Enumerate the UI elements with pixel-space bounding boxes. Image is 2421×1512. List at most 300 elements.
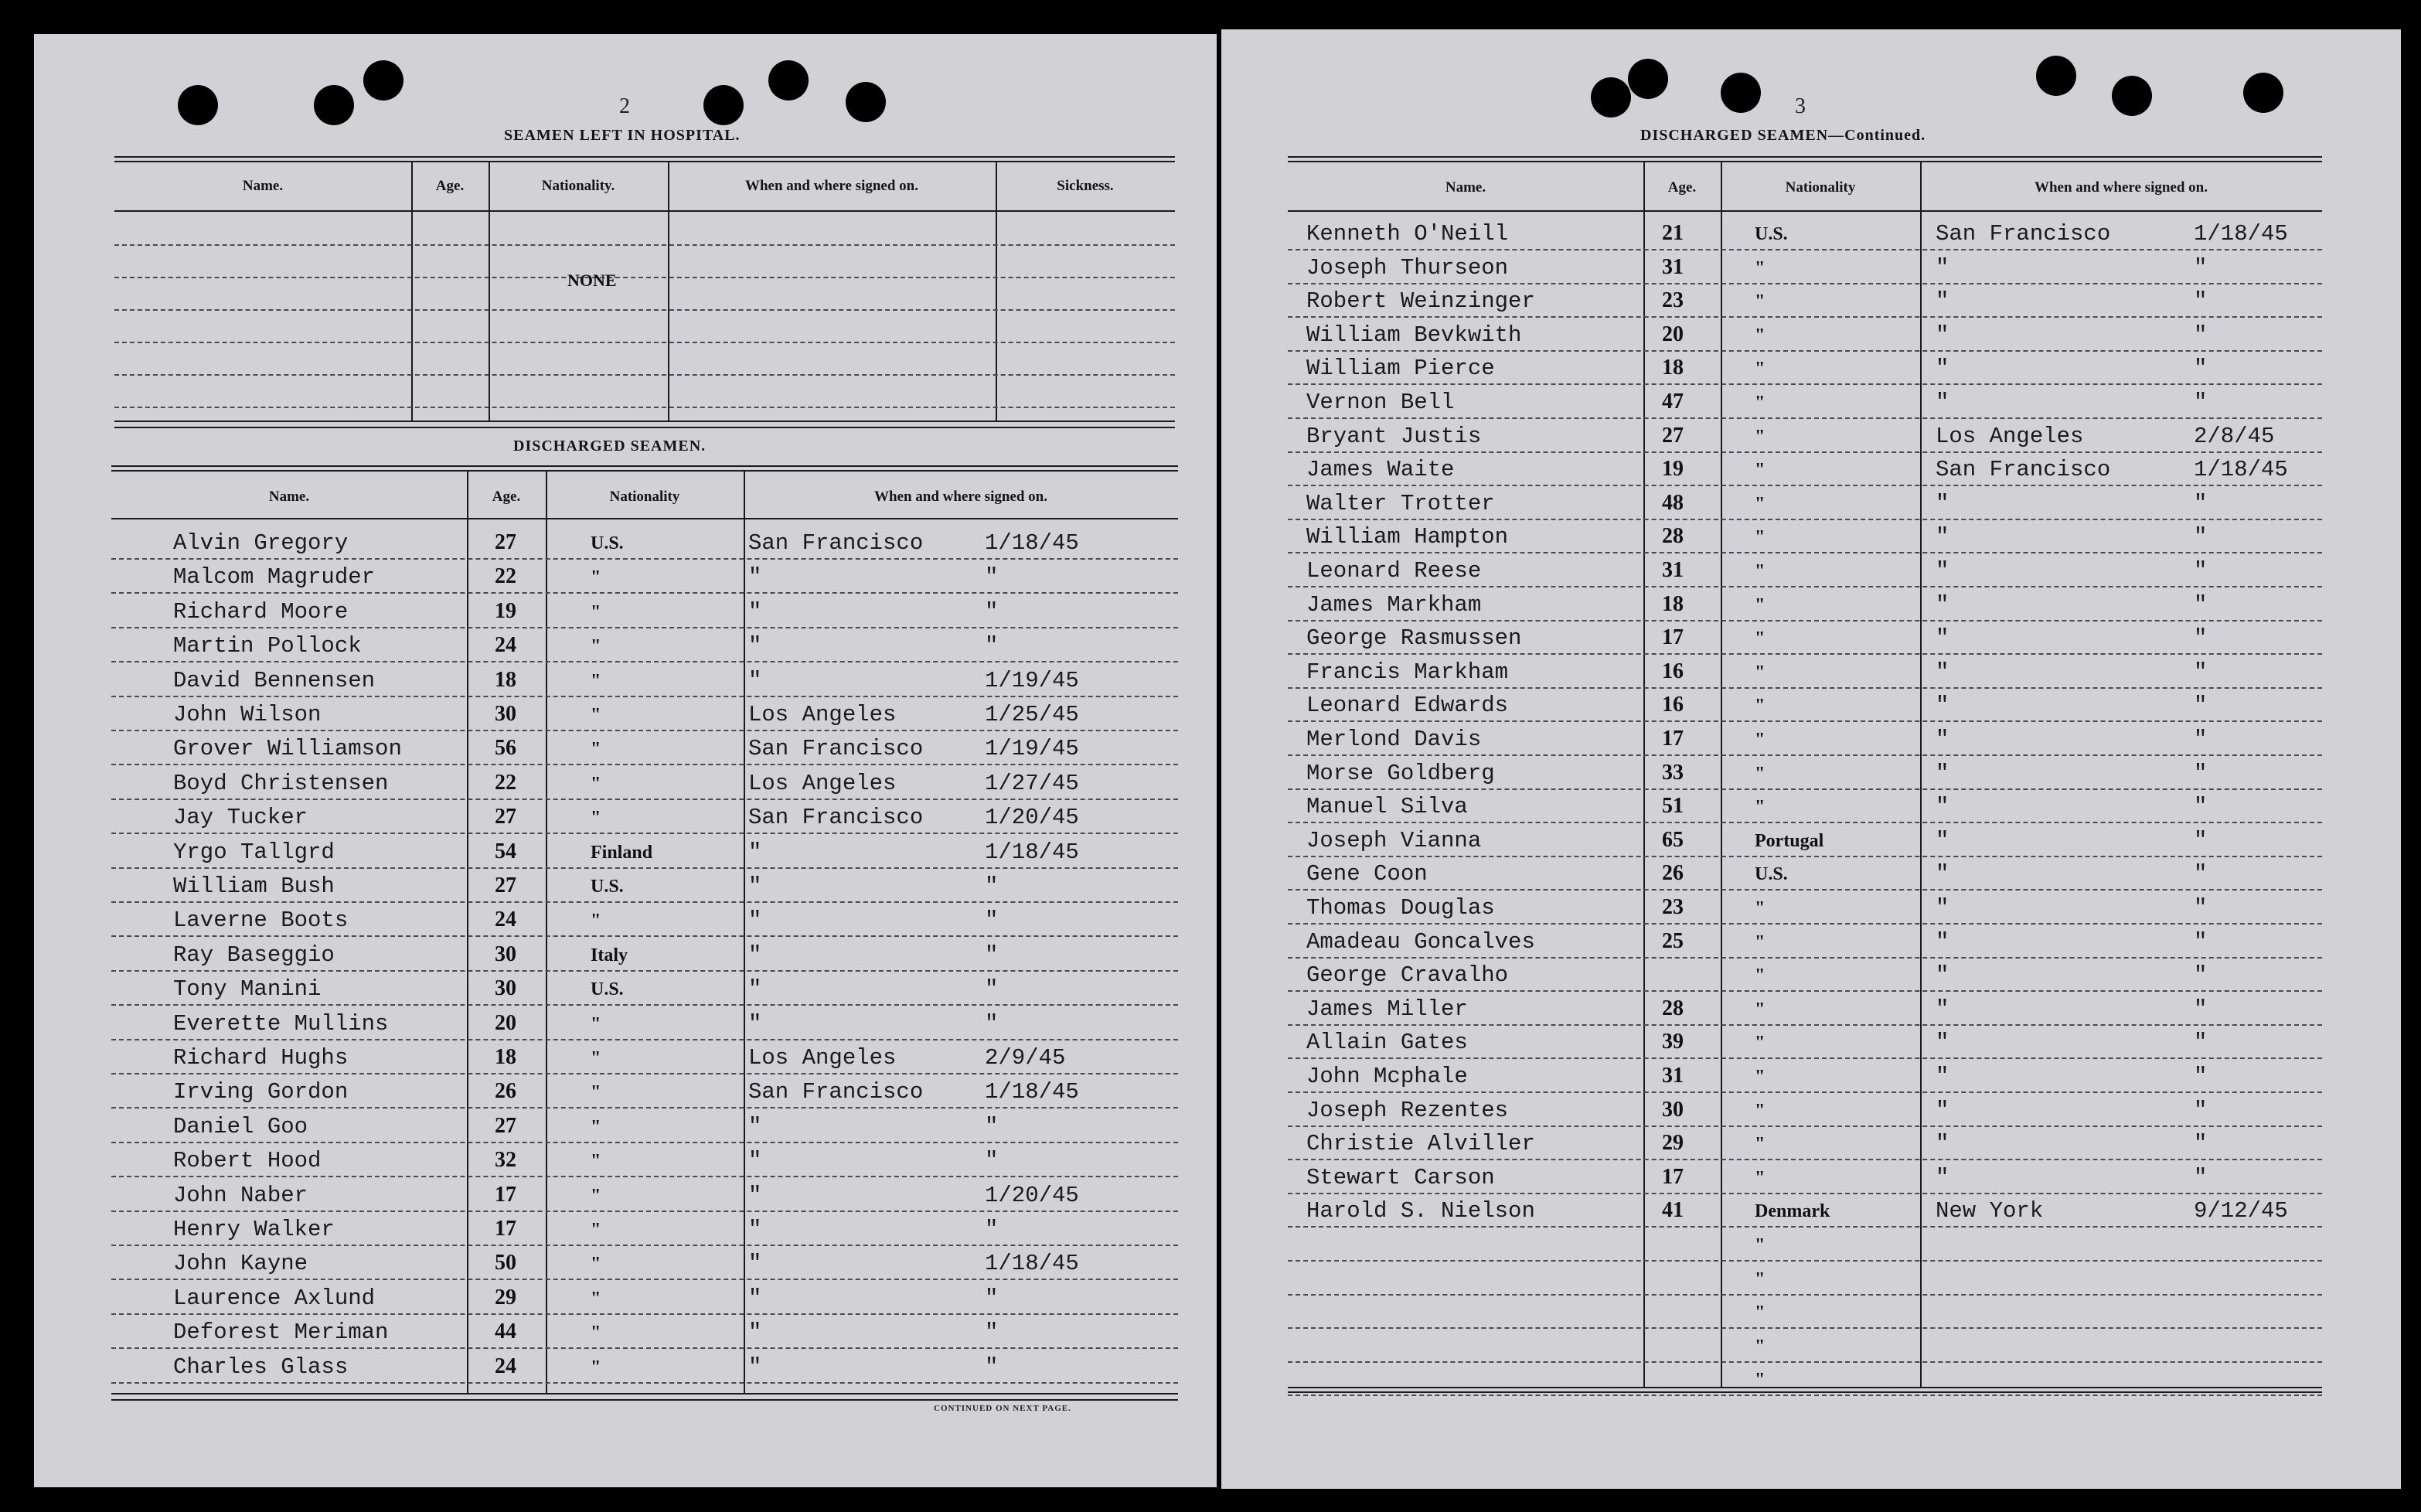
seaman-nationality: " xyxy=(1755,965,1766,986)
seaman-nationality: Denmark xyxy=(1755,1201,1830,1222)
seaman-age: 50 xyxy=(495,1251,516,1275)
seaman-nationality: " xyxy=(1755,1167,1766,1188)
signed-on-place: " xyxy=(748,873,762,899)
seaman-age: 32 xyxy=(495,1148,516,1173)
header-nationality: Nationality. xyxy=(541,178,615,194)
seaman-nationality: " xyxy=(1755,561,1766,581)
punch-hole xyxy=(768,60,809,100)
seaman-name: Manuel Silva xyxy=(1306,794,1468,820)
seaman-nationality: " xyxy=(1755,493,1766,514)
signed-on-date: 1/27/45 xyxy=(985,770,1079,796)
row-line xyxy=(111,1142,1178,1143)
signed-on-place: New York xyxy=(1936,1198,2044,1224)
rule xyxy=(1288,156,2322,158)
row-line xyxy=(114,244,1175,246)
seaman-nationality: " xyxy=(591,808,601,829)
seaman-nationality: " xyxy=(1755,257,1766,278)
seaman-age: 39 xyxy=(1662,1030,1684,1054)
signed-on-place: " xyxy=(1936,558,1949,584)
signed-on-date: " xyxy=(985,1010,999,1037)
signed-on-place: " xyxy=(1936,591,1949,618)
right-page xyxy=(1221,29,2401,1489)
signed-on-date: 1/20/45 xyxy=(985,1182,1079,1208)
signed-on-date: 1/18/45 xyxy=(985,530,1079,556)
seaman-nationality: U.S. xyxy=(1755,864,1788,885)
signed-on-date: " xyxy=(2194,1030,2208,1056)
column-divider xyxy=(1643,162,1645,1387)
seaman-nationality: " xyxy=(591,567,601,588)
row-line xyxy=(111,627,1178,628)
punch-hole xyxy=(2036,56,2076,96)
seaman-name: Christie Alviller xyxy=(1306,1131,1535,1157)
row-line xyxy=(114,277,1175,278)
seaman-nationality: " xyxy=(1755,696,1766,717)
seaman-age: 41 xyxy=(1662,1198,1684,1223)
row-line xyxy=(111,935,1178,937)
signed-on-date: " xyxy=(2194,356,2208,382)
seaman-nationality: " xyxy=(1755,898,1766,918)
signed-on-date: " xyxy=(985,564,999,591)
signed-on-place: Los Angeles xyxy=(748,1045,897,1071)
rule xyxy=(1288,210,2322,212)
header-name: Name. xyxy=(242,178,284,194)
seaman-name: Robert Hood xyxy=(173,1148,322,1174)
seaman-name: Jay Tucker xyxy=(173,805,308,831)
signed-on-place: " xyxy=(1936,390,1949,415)
header-signed-on: When and where signed on. xyxy=(2034,179,2208,196)
seaman-nationality: " xyxy=(591,670,601,691)
seaman-nationality: " xyxy=(1755,1303,1766,1323)
seaman-age: 23 xyxy=(1662,288,1684,313)
seaman-nationality: " xyxy=(1755,460,1766,481)
seaman-age: 16 xyxy=(1662,693,1684,717)
rule xyxy=(1288,1387,2322,1388)
left-page xyxy=(34,34,1217,1487)
seaman-age: 24 xyxy=(495,1354,516,1378)
seaman-name: Ray Baseggio xyxy=(173,942,335,968)
seaman-name: George Cravalho xyxy=(1306,962,1509,989)
signed-on-date: 1/18/45 xyxy=(2194,457,2288,483)
signed-on-date: " xyxy=(985,908,999,934)
seaman-age: 27 xyxy=(495,873,516,897)
row-line xyxy=(111,1382,1178,1384)
signed-on-place: " xyxy=(1936,288,1949,315)
seaman-name: Laurence Axlund xyxy=(173,1285,376,1311)
header-nationality: Nationality xyxy=(1785,179,1856,196)
seaman-nationality: " xyxy=(1755,1033,1766,1054)
row-line xyxy=(1288,316,2322,318)
column-divider xyxy=(411,162,413,421)
seaman-age: 22 xyxy=(495,770,516,795)
seaman-name: Harold S. Nielson xyxy=(1306,1198,1535,1224)
row-line xyxy=(1288,1024,2322,1026)
signed-on-date: " xyxy=(2194,962,2208,989)
seaman-nationality: " xyxy=(1755,594,1766,615)
seaman-name: Leonard Edwards xyxy=(1306,693,1509,719)
header-name: Name. xyxy=(268,489,310,505)
seaman-age: 54 xyxy=(495,839,516,863)
signed-on-date: 2/9/45 xyxy=(985,1045,1066,1071)
seaman-nationality: " xyxy=(1755,763,1766,784)
signed-on-place: " xyxy=(748,1320,762,1346)
seaman-age: 17 xyxy=(495,1182,516,1207)
seaman-name: Amadeau Goncalves xyxy=(1306,928,1535,955)
signed-on-place: " xyxy=(748,1251,762,1277)
row-line xyxy=(114,309,1175,311)
seaman-nationality: U.S. xyxy=(591,979,624,1000)
seaman-nationality: " xyxy=(591,1220,601,1240)
seaman-name: Joseph Rezentes xyxy=(1306,1097,1509,1123)
signed-on-date: " xyxy=(2194,996,2208,1022)
seaman-nationality: " xyxy=(1755,1370,1766,1391)
punch-hole xyxy=(2112,76,2152,116)
seaman-nationality: " xyxy=(1755,730,1766,750)
signed-on-date: " xyxy=(985,1217,999,1242)
seaman-age: 31 xyxy=(1662,558,1684,582)
seaman-nationality: " xyxy=(1755,527,1766,548)
row-line xyxy=(1288,586,2322,587)
signed-on-place: " xyxy=(1936,1030,1949,1056)
page-number: 2 xyxy=(619,94,630,118)
seaman-name: Deforest Meriman xyxy=(173,1320,389,1346)
seaman-name: Malcom Magruder xyxy=(173,564,376,591)
rule xyxy=(114,210,1175,212)
seaman-age: 17 xyxy=(1662,1164,1684,1189)
signed-on-date: " xyxy=(985,1113,999,1139)
seaman-name: Daniel Goo xyxy=(173,1113,308,1139)
signed-on-place: San Francisco xyxy=(1936,221,2111,247)
signed-on-date: 1/20/45 xyxy=(985,805,1079,831)
signed-on-date: " xyxy=(985,1285,999,1311)
row-line xyxy=(1288,283,2322,284)
seaman-nationality: Italy xyxy=(591,945,628,965)
row-line xyxy=(1288,1294,2322,1296)
seaman-name: Leonard Reese xyxy=(1306,558,1482,584)
row-line xyxy=(1288,1226,2322,1228)
signed-on-place: " xyxy=(748,1285,762,1311)
seaman-name: John Kayne xyxy=(173,1251,308,1277)
seaman-age: 48 xyxy=(1662,490,1684,515)
signed-on-place: " xyxy=(748,633,762,659)
signed-on-date: " xyxy=(2194,827,2208,853)
seaman-nationality: " xyxy=(591,1048,601,1068)
seaman-age: 25 xyxy=(1662,928,1684,953)
signed-on-date: " xyxy=(2194,390,2208,415)
column-divider xyxy=(1721,162,1722,1387)
seaman-age: 27 xyxy=(495,805,516,829)
seaman-age: 29 xyxy=(1662,1131,1684,1156)
signed-on-date: " xyxy=(2194,760,2208,786)
header-age: Age. xyxy=(492,489,521,505)
row-line xyxy=(1288,653,2322,655)
signed-on-date: " xyxy=(2194,322,2208,348)
signed-on-place: " xyxy=(1936,727,1949,752)
signed-on-place: Los Angeles xyxy=(748,770,897,796)
row-line xyxy=(1288,1327,2322,1329)
signed-on-place: " xyxy=(1936,254,1949,281)
row-line xyxy=(111,1313,1178,1315)
signed-on-date: 1/18/45 xyxy=(985,1251,1079,1277)
row-line xyxy=(111,1211,1178,1212)
row-line xyxy=(1288,822,2322,823)
seaman-name: John Wilson xyxy=(173,702,322,727)
seaman-nationality: " xyxy=(1755,1269,1766,1289)
row-line xyxy=(1288,957,2322,959)
seaman-name: Charles Glass xyxy=(173,1354,349,1380)
seaman-age: 27 xyxy=(1662,423,1684,448)
signed-on-date: " xyxy=(2194,693,2208,719)
column-divider xyxy=(467,472,468,1393)
seaman-nationality: " xyxy=(591,1151,601,1172)
seaman-name: Henry Walker xyxy=(173,1217,335,1242)
row-line xyxy=(1288,1193,2322,1194)
seaman-nationality: Finland xyxy=(591,842,653,863)
row-line xyxy=(111,1279,1178,1280)
punch-hole xyxy=(178,85,218,125)
seaman-age: 18 xyxy=(1662,356,1684,380)
seaman-nationality: " xyxy=(1755,931,1766,952)
seaman-nationality: " xyxy=(591,773,601,794)
seaman-name: Martin Pollock xyxy=(173,633,362,659)
seaman-name: Stewart Carson xyxy=(1306,1164,1495,1190)
seaman-name: Everette Mullins xyxy=(173,1010,389,1037)
signed-on-place: " xyxy=(748,564,762,591)
signed-on-place: " xyxy=(748,1354,762,1380)
signed-on-place: " xyxy=(1936,524,1949,550)
seaman-age: 65 xyxy=(1662,827,1684,852)
seaman-nationality: " xyxy=(591,739,601,760)
seaman-name: Francis Markham xyxy=(1306,659,1509,685)
signed-on-date: 9/12/45 xyxy=(2194,1198,2288,1224)
seaman-age: 47 xyxy=(1662,390,1684,414)
signed-on-date: " xyxy=(2194,591,2208,618)
punch-hole xyxy=(1591,77,1631,117)
column-divider xyxy=(744,472,745,1393)
signed-on-date: " xyxy=(2194,524,2208,550)
rule xyxy=(111,518,1178,519)
signed-on-date: " xyxy=(2194,928,2208,955)
seaman-nationality: " xyxy=(591,1254,601,1275)
seaman-name: Richard Moore xyxy=(173,598,349,625)
seaman-age: 23 xyxy=(1662,895,1684,919)
signed-on-date: " xyxy=(985,942,999,968)
row-line xyxy=(111,833,1178,834)
seaman-age: 27 xyxy=(495,530,516,554)
seaman-nationality: U.S. xyxy=(1755,224,1788,244)
seaman-age: 56 xyxy=(495,736,516,761)
row-line xyxy=(111,1073,1178,1074)
seaman-name: Laverne Boots xyxy=(173,908,349,934)
hospital-none-entry: NONE xyxy=(567,271,617,290)
signed-on-place: " xyxy=(748,1182,762,1208)
row-line xyxy=(1288,1091,2322,1093)
signed-on-date: 1/18/45 xyxy=(2194,221,2288,247)
signed-on-place: " xyxy=(748,598,762,625)
seaman-age: 33 xyxy=(1662,760,1684,785)
rule xyxy=(111,465,1178,467)
row-line xyxy=(114,374,1175,376)
seaman-name: George Rasmussen xyxy=(1306,625,1522,652)
seaman-name: Morse Goldberg xyxy=(1306,760,1495,786)
signed-on-date: " xyxy=(2194,861,2208,887)
seaman-nationality: " xyxy=(591,1082,601,1103)
seaman-name: Bryant Justis xyxy=(1306,423,1482,449)
header-age: Age. xyxy=(1667,179,1697,196)
row-line xyxy=(111,799,1178,800)
column-divider xyxy=(546,472,547,1393)
seaman-nationality: " xyxy=(591,1288,601,1309)
seaman-name: Thomas Douglas xyxy=(1306,895,1495,921)
row-line xyxy=(1288,417,2322,419)
seaman-nationality: " xyxy=(1755,291,1766,312)
rule xyxy=(114,421,1175,422)
signed-on-date: 2/8/45 xyxy=(2194,423,2275,449)
seaman-nationality: Portugal xyxy=(1755,830,1824,851)
signed-on-place: " xyxy=(748,1113,762,1139)
seaman-name: Boyd Christensen xyxy=(173,770,389,796)
signed-on-place: " xyxy=(1936,827,1949,853)
header-name: Name. xyxy=(1445,179,1486,196)
signed-on-date: " xyxy=(985,1320,999,1346)
row-line xyxy=(1288,451,2322,453)
signed-on-place: " xyxy=(748,667,762,693)
row-line xyxy=(1288,754,2322,756)
rule xyxy=(111,1393,1178,1395)
signed-on-place: " xyxy=(1936,356,1949,382)
seaman-age: 26 xyxy=(1662,861,1684,886)
header-sickness: Sickness. xyxy=(1057,178,1114,194)
row-line xyxy=(1288,485,2322,486)
seaman-age: 19 xyxy=(1662,457,1684,482)
column-divider xyxy=(489,162,490,421)
signed-on-place: " xyxy=(1936,693,1949,719)
signed-on-date: " xyxy=(2194,727,2208,752)
seaman-nationality: U.S. xyxy=(591,533,624,553)
signed-on-place: " xyxy=(1936,625,1949,652)
seaman-nationality: " xyxy=(591,1185,601,1206)
seaman-name: Richard Hughs xyxy=(173,1045,349,1071)
seaman-age: 21 xyxy=(1662,221,1684,245)
signed-on-date: " xyxy=(985,873,999,899)
seaman-name: Irving Gordon xyxy=(173,1079,349,1105)
rule xyxy=(111,470,1178,472)
column-divider xyxy=(1920,162,1922,1387)
seaman-name: Allain Gates xyxy=(1306,1030,1468,1056)
row-line xyxy=(1288,350,2322,352)
row-line xyxy=(111,901,1178,903)
seaman-name: David Bennensen xyxy=(173,667,376,693)
seaman-age: 29 xyxy=(495,1285,516,1309)
seaman-age: 17 xyxy=(495,1217,516,1241)
row-line xyxy=(114,407,1175,408)
row-line xyxy=(1288,788,2322,790)
row-line xyxy=(1288,1125,2322,1127)
row-line xyxy=(111,696,1178,697)
seaman-nationality: " xyxy=(591,1357,601,1377)
seaman-age: 18 xyxy=(495,667,516,692)
header-signed-on: When and where signed on. xyxy=(744,178,918,194)
punch-hole xyxy=(846,82,886,122)
seaman-nationality: " xyxy=(591,636,601,657)
signed-on-date: " xyxy=(985,633,999,659)
rule xyxy=(111,1399,1178,1401)
seaman-name: Kenneth O'Neill xyxy=(1306,221,1509,247)
punch-hole xyxy=(1721,73,1761,113)
signed-on-place: " xyxy=(1936,794,1949,820)
seaman-age: 26 xyxy=(495,1079,516,1104)
column-divider xyxy=(996,162,997,421)
signed-on-place: Los Angeles xyxy=(1936,423,2084,449)
row-line xyxy=(111,661,1178,662)
seaman-nationality: " xyxy=(1755,999,1766,1020)
seaman-name: Walter Trotter xyxy=(1306,490,1495,516)
signed-on-date: " xyxy=(985,976,999,1003)
row-line xyxy=(1288,383,2322,385)
punch-hole xyxy=(1628,59,1668,99)
row-line xyxy=(1288,1361,2322,1363)
signed-on-date: " xyxy=(985,1354,999,1380)
seaman-age: 20 xyxy=(1662,322,1684,346)
row-line xyxy=(114,342,1175,343)
signed-on-date: " xyxy=(2194,625,2208,652)
seaman-name: William Bush xyxy=(173,873,335,899)
row-line xyxy=(1288,923,2322,925)
row-line xyxy=(1288,249,2322,250)
row-line xyxy=(111,867,1178,869)
signed-on-date: " xyxy=(2194,1064,2208,1089)
seaman-name: John Mcphale xyxy=(1306,1064,1468,1089)
signed-on-place: " xyxy=(748,976,762,1003)
signed-on-date: 1/18/45 xyxy=(985,1079,1079,1105)
row-line xyxy=(111,1039,1178,1040)
seaman-name: James Markham xyxy=(1306,591,1482,618)
signed-on-place: " xyxy=(748,1148,762,1174)
signed-on-place: " xyxy=(1936,928,1949,955)
seaman-name: Joseph Thurseon xyxy=(1306,254,1509,281)
row-line xyxy=(1288,1395,2322,1396)
seaman-name: Alvin Gregory xyxy=(173,530,349,556)
rule xyxy=(1288,161,2322,162)
row-line xyxy=(111,1004,1178,1006)
signed-on-place: " xyxy=(748,908,762,934)
seaman-age: 16 xyxy=(1662,659,1684,683)
seaman-age: 28 xyxy=(1662,996,1684,1020)
seaman-age: 24 xyxy=(495,908,516,932)
seaman-name: William Pierce xyxy=(1306,356,1495,382)
seaman-age: 30 xyxy=(495,976,516,1001)
page-number: 3 xyxy=(1795,94,1806,118)
row-line xyxy=(1288,620,2322,621)
signed-on-date: " xyxy=(2194,490,2208,516)
punch-hole xyxy=(703,85,744,125)
signed-on-place: " xyxy=(1936,861,1949,887)
seaman-nationality: " xyxy=(1755,1067,1766,1087)
row-line xyxy=(111,730,1178,731)
signed-on-place: " xyxy=(1936,962,1949,989)
seaman-name: Tony Manini xyxy=(173,976,322,1003)
signed-on-place: " xyxy=(1936,1164,1949,1190)
seaman-nationality: " xyxy=(1755,628,1766,649)
row-line xyxy=(1288,519,2322,520)
signed-on-place: San Francisco xyxy=(1936,457,2111,483)
signed-on-date: 1/19/45 xyxy=(985,736,1079,762)
seaman-age: 51 xyxy=(1662,794,1684,819)
row-line xyxy=(1288,889,2322,891)
signed-on-place: San Francisco xyxy=(748,805,924,831)
row-line xyxy=(111,1107,1178,1108)
seaman-age: 18 xyxy=(495,1045,516,1069)
seaman-nationality: " xyxy=(1755,426,1766,447)
